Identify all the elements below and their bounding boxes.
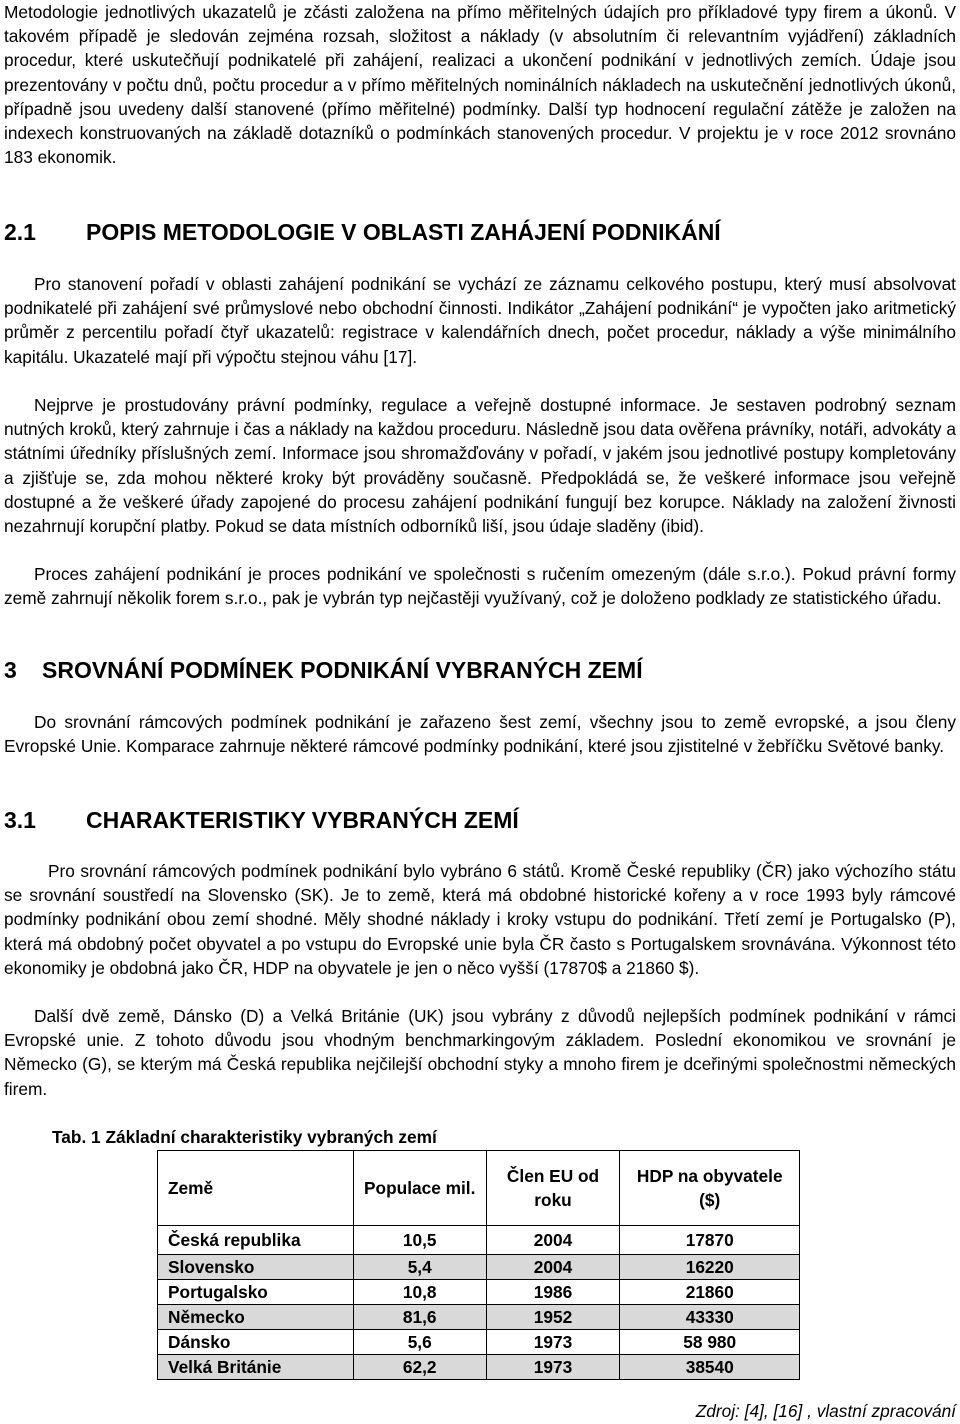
cell-gdp: 17870 xyxy=(620,1226,800,1255)
cell-eu-year: 1986 xyxy=(486,1280,620,1305)
table-row xyxy=(158,1355,800,1380)
cell-gdp: 21860 xyxy=(620,1280,800,1305)
table-row xyxy=(158,1305,800,1330)
header-country: Země xyxy=(158,1151,354,1226)
heading-text: SROVNÁNÍ PODMÍNEK PODNIKÁNÍ VYBRANÝCH ZEMÍ xyxy=(42,657,643,683)
paragraph-start-business: Pro stanovení pořadí v oblasti zahájení podnikání se vychází ze záznamu celkového postupu, který musí absolvovat podnikatelé při zahájení své průmyslové nebo obchodní činnosti. Indikátor „Zahájení podnikání“ je vypočten jako aritmetický průměr z percentilu pořadí čtyř ukazatelů: registrace v kalendářních dnech, počet procedur, náklady a výše minimálního kapitálu. Ukazatelé mají při výpočtu stejnou váhu [17]. xyxy=(4,274,956,367)
heading-number: 3.1 xyxy=(4,807,36,833)
cell-population: 81,6 xyxy=(353,1305,486,1330)
paragraph-procedure: Nejprve je prostudovány právní podmínky, regulace a veřejně dostupné informace. Je sestaven podrobný seznam nutných kroků, který zahrnuje i čas a náklady na každou proceduru. Následně jsou data ověřena právníky, notáři, advokáty a státními úředníky příslušných zemí. Informace jsou shromažďovány v pořadí, v jakém jsou jednotlivé postupy kompletovány a zjišťuje se, zda mohou některé kroky být prováděny současně. Předpokládá se, že veškeré informace jsou veřejně dostupné a že veškeré úřady zapojené do procesu zahájení podnikání fungují bez korupce. Náklady na založení živnosti nezahrnují korupční platby. Pokud se data místních odborníků liší, jsou údaje sladěny (ibid). xyxy=(4,395,956,537)
cell-eu-year: 2004 xyxy=(486,1226,620,1255)
heading-text: CHARAKTERISTIKY VYBRANÝCH ZEMÍ xyxy=(86,807,519,833)
cell-eu-year: 2004 xyxy=(486,1255,620,1280)
cell-gdp: 38540 xyxy=(620,1355,800,1380)
table-row xyxy=(158,1255,800,1280)
cell-eu-year: 1973 xyxy=(486,1330,620,1355)
cell-country: Česká republika xyxy=(158,1226,354,1255)
cell-eu-year: 1952 xyxy=(486,1305,620,1330)
heading-3 xyxy=(4,656,643,684)
country-table xyxy=(157,1150,800,1380)
cell-gdp: 58 980 xyxy=(620,1330,800,1355)
cell-country: Velká Británie xyxy=(158,1355,354,1380)
table-source: Zdroj: [4], [16] , vlastní zpracování xyxy=(695,1401,956,1421)
cell-population: 62,2 xyxy=(353,1355,486,1380)
cell-gdp: 16220 xyxy=(620,1255,800,1280)
cell-eu-year: 1973 xyxy=(486,1355,620,1380)
table-row xyxy=(158,1330,800,1355)
paragraph-methodology-intro: Metodologie jednotlivých ukazatelů je zčásti založena na přímo měřitelných údajích pro příkladové typy firem a úkonů. V takovém případě je sledován zejména rozsah, složitost a náklady (v absolutním či relevantním vyjádření) základních procedur, které uskutečňují podnikatelé při zahájení, realizaci a ukončení podnikání v jednotlivých zemích. Údaje jsou prezentovány v počtu dnů, počtu procedur a v přímo měřitelných nominálních nákladech na uskutečnění jednotlivých úkonů, případně jsou uvedeny další stanovené (přímo měřitelné) podmínky. Další typ hodnocení regulační zátěže je založen na indexech konstruovaných na základě dotazníků o podmínkách stanovených procedur. V projektu je v roce 2012 srovnáno 183 ekonomik. xyxy=(4,2,956,168)
cell-gdp: 43330 xyxy=(620,1305,800,1330)
cell-population: 10,5 xyxy=(353,1226,486,1255)
paragraph-sro: Proces zahájení podnikání je proces podnikání ve společnosti s ručením omezeným (dále s.r.o.). Pokud právní formy země zahrnují několik forem s.r.o., pak je vybrán typ nejčastěji využívaný, což je doloženo podklady ze statistického úřadu. xyxy=(4,564,956,609)
table-row xyxy=(158,1226,800,1255)
header-eu-member: Člen EU od roku xyxy=(486,1151,620,1226)
paragraph-comparison: Do srovnání rámcových podmínek podnikání je zařazeno šest zemí, všechny jsou to země evropské, a jsou členy Evropské Unie. Komparace zahrnuje některé rámcové podmínky podnikání, které jsou zjistitelné v žebříčku Světové banky. xyxy=(4,712,956,757)
cell-country: Slovensko xyxy=(158,1255,354,1280)
header-gdp: HDP na obyvatele ($) xyxy=(620,1151,800,1226)
paragraph-countries: Pro srovnání rámcových podmínek podnikání bylo vybráno 6 států. Kromě České republiky (ČR) jako výchozího státu se srovnání soustředí na Slovensko (SK). Je to země, která má obdobné historické kořeny a v roce 1993 byly rámcové podmínky podnikání obou zemí shodné. Měly shodné náklady i kroky vstupu do podnikání. Třetí zemí je Portugalsko (P), která má obdobný počet obyvatel a po vstupu do Evropské unie byla ČR často s Portugalskem srovnávána. Výkonnost této ekonomiky je obdobná jako ČR, HDP na obyvatele je jen o něco vyšší (17870$ a 21860 $). xyxy=(4,861,956,978)
cell-country: Německo xyxy=(158,1305,354,1330)
table-header-row xyxy=(158,1151,800,1226)
cell-country: Portugalsko xyxy=(158,1280,354,1305)
cell-country: Dánsko xyxy=(158,1330,354,1355)
header-population: Populace mil. xyxy=(353,1151,486,1226)
table-caption: Tab. 1 Základní charakteristiky vybraných zemí xyxy=(52,1127,437,1147)
table-row xyxy=(158,1280,800,1305)
cell-population: 5,4 xyxy=(353,1255,486,1280)
heading-number: 3 xyxy=(4,657,17,683)
cell-population: 5,6 xyxy=(353,1330,486,1355)
heading-text: POPIS METODOLOGIE V OBLASTI ZAHÁJENÍ PODNIKÁNÍ xyxy=(86,219,721,245)
cell-population: 10,8 xyxy=(353,1280,486,1305)
paragraph-other-countries: Další dvě země, Dánsko (D) a Velká Británie (UK) jsou vybrány z důvodů nejlepších podmínek podnikání v rámci Evropské unie. Z tohoto důvodu jsou vhodným benchmarkingovým základem. Poslední ekonomikou ve srovnání je Německo (G), se kterým má Česká republika nejčilejší obchodní styky a mnoho firem je dceřinými společnostmi německých firem. xyxy=(4,1006,956,1099)
heading-number: 2.1 xyxy=(4,219,36,245)
heading-2-1 xyxy=(4,218,721,246)
heading-3-1 xyxy=(4,806,519,834)
